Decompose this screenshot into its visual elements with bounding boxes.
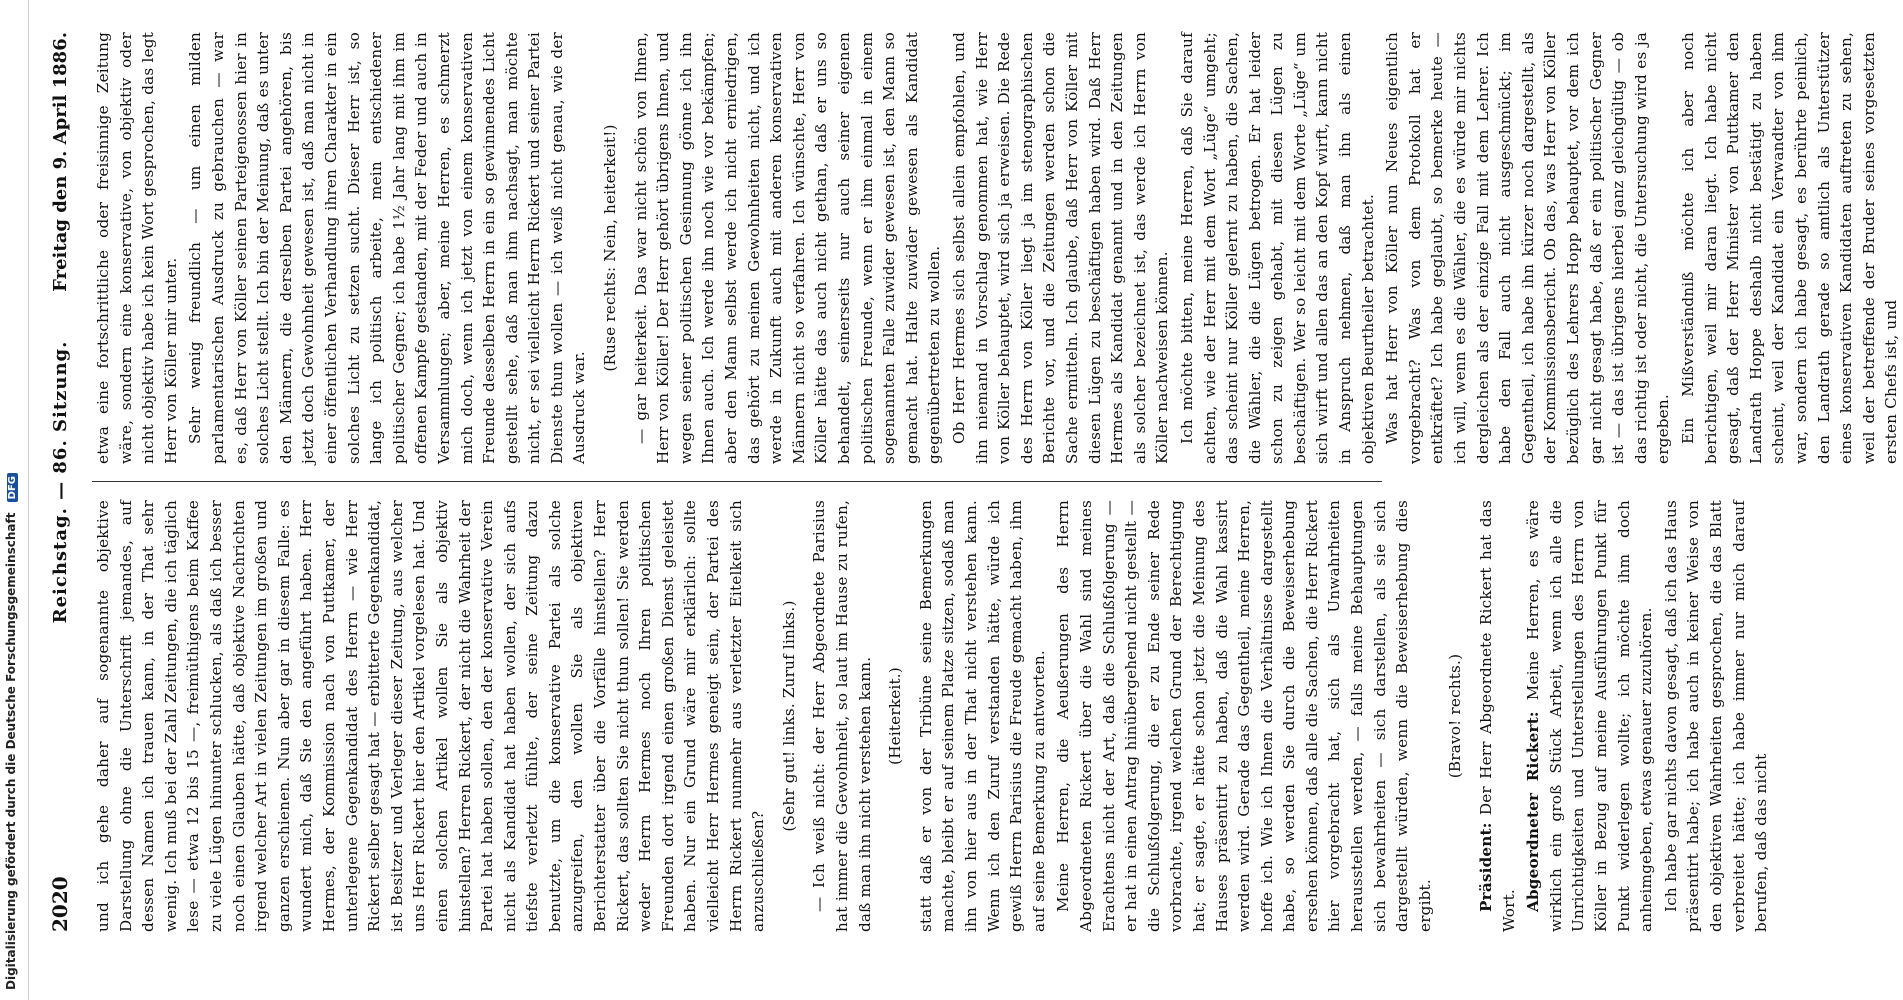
left-column [92, 499, 1771, 932]
paragraph-text: Der Herr Abgeordnete Rickert hat das Wort. [1477, 499, 1518, 932]
page-header [36, 32, 84, 932]
paragraph [948, 32, 1174, 464]
paragraph-text: und ich gehe daher auf sogenannte objektive Darstellung ohne die Unterschrift jemandes, auf dessen Namen ich trauen kann, in der That sehr wenig. Ich muß bei der Zahl Zeitungen, die ich täglich lese — etwa 12 bis 15 —, freimüthigens beim Kaffee zu viele Lügen hinunter schlucken, als daß ich besser noch einen Glauben hätte, daß objektive Nachrichten irgend welcher Art in vielen Zeitungen im großen und ganzen erschienen. Nun aber gar in diesem Falle: es wundert mich, daß Sie den angeführt haben. Herr Hermes, der Kommission nach von Puttkamer, der unterlegene Gegenkandidat des Herrn — wie Herr Rickert selber gesagt hat — erbitterte Gegenkandidat, ist Besitzer und Verleger dieser Zeitung, aus welcher uns Herr Rickert hier den Artikel vorgelesen hat. Und einen solchen Artikel wollen Sie als objektiv hinstellen? Herren Rickert, der nicht die Wahrheit der Partei hat haben sollen, den der konservative Verein nicht als Kandidat hat haben wollen, der sich aufs tiefste verletzt fühlte, der seine Zeitung dazu benutzte, um die konservative Partei als solche anzugreifen, den wollen Sie als objektiven Berichterstatter über die Vorfälle hinstellen? Herr Rickert, das sollten Sie nicht thun sollen! Sie werden weder Herrn Hermes noch Ihren politischen Freunden dort irgend einen großen Dienst geleistet haben. Nur ein Grund wäre mir erklärlich: sollte vielleicht Herr Hermes geneigt sein, der Partei des Herrn Rickert nunmehr aus verletzter Eitelkeit sich anzuschließen? [94, 500, 768, 932]
paragraph-text: (Bravo! rechts.) [1446, 653, 1465, 779]
paragraph-text: — Ich weiß nicht: der Herr Abgeordnete Parisius hat immer die Gewohnheit, so laut im Hause zu rufen, daß man ihn nicht verstehen kann. [810, 500, 874, 932]
paragraph [1176, 32, 1379, 464]
paragraph [630, 32, 946, 464]
paragraph [92, 32, 182, 464]
paragraph-text: Ein Mißverständniß möchte ich aber noch berichtigen, weil mir daran liegt. Ich habe nicht gesagt, daß der Herr Minister von Puttkamer den Landrath Hoppe deshalb nicht bestätigt zu haben scheint, weil der Kandidat ein Verwandter von ihm war, sondern ich habe gesagt, es berührte peinlich, den Landrath gerade so amtlich als Unterstützer eines konservativen Kandidaten auftreten zu sehen, weil der betreffende der Bruder seines vorgesetzten ersten Chefs ist, und [1678, 32, 1901, 464]
paragraph [1677, 32, 1903, 464]
interjection [1444, 500, 1467, 932]
paragraph-text: Ob Herr Hermes sich selbst allein empfohlen, und ihn niemand in Vorschlag genommen hat, wie Herr von Köller behauptet, wird sich ja erweisen. Die Rede des Herrn von Köller liegt ja im stenographischen Berichte vor, und die Zeitungen werden schon die Sache ermitteln. Ich glaube, daß Herr von Köller mit diesen Lügen zu beschäftigen haben wird. Daß Herr Hermes als Kandidat genannt und in den Zeitungen als solcher bezeichnet ist, das werde ich Herrn von Köller nachweisen können. [949, 32, 1172, 464]
running-title: Reichstag. — 86. Sitzung. [50, 340, 71, 624]
interjection [599, 32, 622, 464]
paragraph-text: Was hat Herr von Köller nun Neues eigentlich vorgebracht? Was von dem Protokoll hat er entkräftet? Ich habe geglaubt, so bemerke heute — ich will, wenn es die Wähler, die es würde mir nichts dergleichen als der einzige Fall mit dem Lehrer. Ich habe den Fall auch nicht ausgeschmückt; im Gegentheil, ich habe ihn kürzer noch dargestellt, als der Kommissionsbericht. Ob das, was Herr von Köller bezüglich des Lehrers Hopp behauptet, vor dem ich gar nicht gesagt habe, daß er ein politischer Gegner ist — das ist übrigens hierbei ganz gleichgültig — ob das richtig ist oder nicht, die Untersuchung wird es ja ergeben. [1383, 32, 1673, 464]
paragraph-text: Meine Herren, die Aeußerungen des Herrn Abgeordneten Rickert über die Wahl sind meines Erachtens nicht der Art, daß die Schlußfolgerung — er hat in einen Antrag hinübergehend nicht gestellt — die Schlußfolgerung, die er zu Ende seiner Rede vorbrachte, irgend welchen Grund der Berechtigung hat; er sagte, er hätte schon jetzt die Meinung des Hauses präsentirt zu haben, daß die Wahl kassirt werden wird. Gerade das Gegentheil, meine Herren, hoffe ich. Wie ich Ihnen die Verhältnisse dargestellt habe, so werden Sie durch die Beweiserhebung ersehen können, daß alle die Sachen, die Herr Rickert hier vorgebracht hat, sich als Unwahrheiten herausstellen werden, — falls meine Behauptungen sich bewahrheiten — sich darstellen, als sie sich dargestellt würden, wenn die Beweiserhebung dies ergibt. [1054, 500, 1434, 932]
paragraph-text: Ich habe gar nichts davon gesagt, daß ich das Haus präsentirt habe; ich habe auch in keiner Weise von den objektiven Wahrheiten gesprochen, die das Blatt verbreitet hätte; ich habe immer nur mich darauf berufen, daß das nicht [1661, 500, 1771, 932]
paragraph [1475, 500, 1520, 932]
paragraph-text: (Sehr gut! links. Zuruf links.) [779, 600, 798, 832]
paragraph [808, 500, 876, 932]
paragraph-text: Meine Herren, es wäre wirklich ein groß Stück Arbeit, wenn ich alle die Unrichtigkeiten und Unterstellungen des Herrn von Köller in Bezug auf meine Ausführungen Punkt für Punkt widerlegen wollte; ich möchte ihm doch anheimgeben, etwas genauer zuzuhören. [1524, 500, 1656, 932]
paragraph [92, 500, 770, 932]
paragraph [1660, 500, 1773, 932]
speaker-name: Abgeordneter Rickert: [1524, 711, 1543, 912]
right-column [92, 32, 1901, 464]
interjection [884, 500, 907, 932]
interjection [778, 500, 801, 932]
paragraph [1381, 32, 1675, 464]
paragraph [184, 32, 591, 464]
page-number: 2020 [48, 876, 72, 932]
paragraph [1522, 500, 1658, 932]
paragraph-text: statt daß er von der Tribüne seine Bemerkungen machte, bleibt er auf seinem Platze sitzen, sodaß man ihn von hier aus in der That nicht verstehen kann. Wenn ich den Zuruf verstanden hätte, würde ich gewiß Herrn Parisius die Freude gemacht haben, ihm auf seine Bemerkung zu antworten. [916, 500, 1048, 932]
paragraph-text: Ich möchte bitten, meine Herren, daß Sie darauf achten, wie der Herr mit dem Wort „Lüge“ umgeht; das scheint nur Köller gelernt zu haben, die Sachen, die Wähler, die die Lügen betrogen. Er hat leider schon zu zeigen gehabt, mit diesen Lügen zu beschäftigen. Wer so leicht mit dem Worte „Lüge“ um sich wirft und allen das an den Kopf wirft, kann nicht in Anspruch nehmen, daß man ihn als einen objektiven Beurtheiler betrachtet. [1177, 32, 1377, 464]
column-divider [92, 481, 1382, 482]
paragraph [1052, 500, 1436, 932]
paragraph [915, 500, 1051, 932]
paragraph-text: (Heiterkeit.) [886, 667, 905, 765]
session-date: Freitag den 9. April 1886. [50, 32, 71, 292]
paragraph-text: etwa eine fortschrittliche oder freisinnige Zeitung wäre, sondern eine konservative, von objektiv oder nicht objektiv habe ich kein Wort gesprochen, das legt Herr von Köller mir unter. [94, 32, 180, 464]
paragraph-text: Sehr wenig freundlich — um einen milden parlamentarischen Ausdruck zu gebrauchen — war es, daß Herr von Köller seinen Parteigenossen hier in solches Licht stellt. Ich bin der Meinung, daß es unter den Männern, die derselben Partei angehören, bis jetzt doch Gewohnheit gewesen ist, daß man nicht in einer öffentlichen Verhandlung ihren Charakter in ein solches Licht zu setzen sucht. Dieser Herr ist, so lange ich politisch arbeite, mein entschiedener politischer Gegner; ich habe 1½ Jahr lang mit ihm im offenen Kampfe gestanden, mit der Feder und auch in Versammlungen; aber, meine Herren, es schmerzt mich doch, wenn ich jetzt von einem konservativen Freunde desselben Herrn in ein so gewinnendes Licht gestellt sehe, daß man ihm nachsagt, man möchte nicht, er sei vielleicht Herrn Rickert und seiner Partei Dienste thun wollen — ich weiß nicht genau, wie der Ausdruck war. [186, 32, 589, 464]
paragraph-text: — gar heiterkeit. Das war nicht schön von Ihnen, Herr von Köller! Der Herr gehört übrigens Ihnen, und wegen seiner politischen Gesinnung gönne ich ihn Ihnen auch. Ich werde ihn noch wie vor bekämpfen; aber den Mann selbst werde ich nicht erniedrigen, das gehört zu meinen Gewohnheiten nicht, und ich werde in Zukunft auch mit anderen konservativen Männern nicht so verfahren. Ich wünschte, Herr von Köller hätte das auch nicht gethan, daß er uns so behandelt, seinerseits nur auch seiner eigenen politischen Freunde, wenn er ihm einmal in einem sogenannten Falle zuwider gewesen ist, den Mann so gemacht hat. Halte zuwider gewesen als Kandidat gegenübertreten zu wollen. [631, 32, 944, 464]
speaker-name: Präsident: [1477, 822, 1496, 912]
paragraph-text: (Ruse rechts: Nein, heiterkeit!) [601, 124, 620, 372]
newspaper-page [6, 0, 1901, 1000]
credit-text: Digitalisierung gefördert durch die Deutsche Forschungsgemeinschaft [4, 512, 18, 990]
dfg-logo: DFG [7, 473, 18, 502]
